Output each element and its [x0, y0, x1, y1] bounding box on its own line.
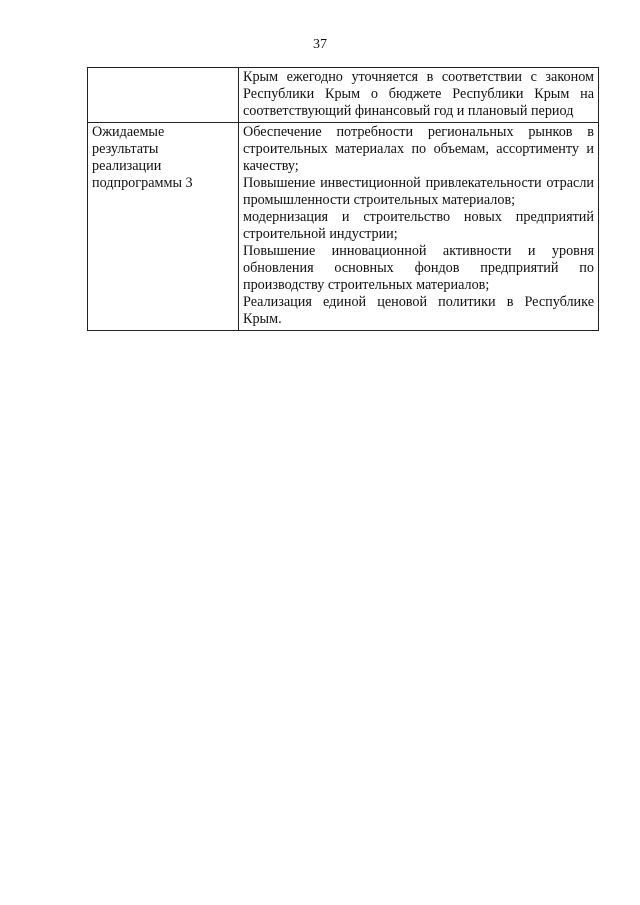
expected-results-label-cell — [88, 123, 239, 331]
result-item: Реализация единой ценовой политики в Республике Крым. — [243, 294, 594, 327]
label-line: подпрограммы 3 — [92, 175, 193, 191]
continuation-text: Крым ежегодно уточняется в соответствии с законом Республики Крым о бюджете Республики Крым на соответствующий финансовый год и плановый период — [243, 69, 594, 119]
label-line: реализации — [92, 158, 162, 174]
program-table — [87, 67, 599, 331]
label-line: Ожидаемые — [92, 124, 165, 140]
continuation-label-cell — [88, 68, 239, 123]
result-item: Обеспечение потребности региональных рынков в строительных материалах по объемам, ассортименту и качеству; — [243, 124, 594, 174]
result-item: модернизация и строительство новых предприятий строительной индустрии; — [243, 209, 594, 242]
result-item: Повышение инвестиционной привлекательности отрасли промышленности строительных материалов; — [243, 175, 594, 208]
continuation-content-cell — [239, 68, 599, 123]
result-item: Повышение инновационной активности и уровня обновления основных фондов предприятий по производству строительных материалов; — [243, 243, 594, 293]
table-row-expected-results — [88, 123, 599, 331]
label-line: результаты — [92, 141, 159, 157]
page-number: 37 — [313, 37, 327, 52]
table-row-continuation — [88, 68, 599, 123]
expected-results-content-cell — [239, 123, 599, 331]
